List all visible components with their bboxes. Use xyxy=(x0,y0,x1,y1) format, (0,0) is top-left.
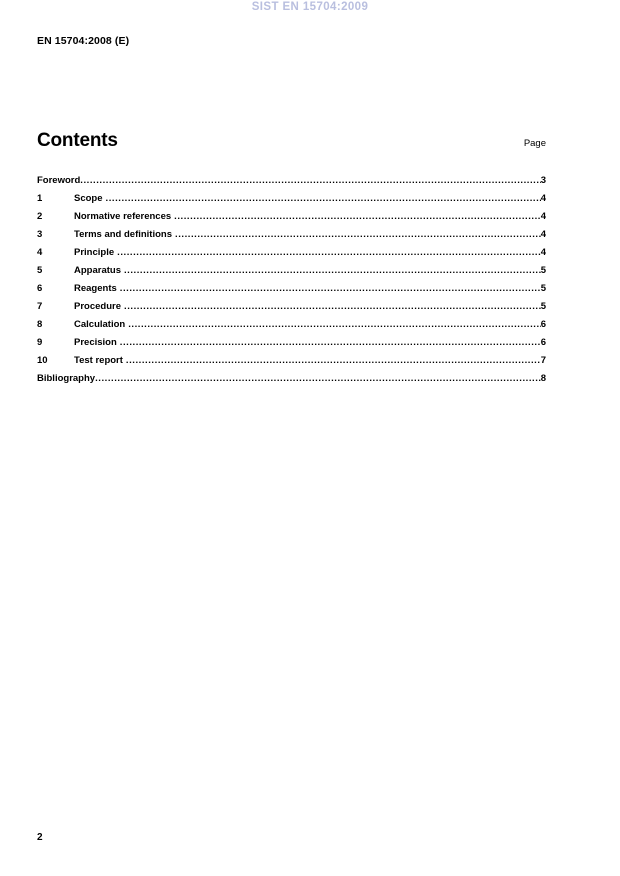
toc-entry-label: Calculation xyxy=(74,319,126,330)
page-title: Contents xyxy=(37,130,118,151)
toc-entry[interactable] xyxy=(37,280,546,298)
toc-entry-number: 4 xyxy=(37,247,43,258)
toc-entry[interactable] xyxy=(37,226,546,244)
toc-entry-page: 4 xyxy=(540,193,546,204)
toc-entry-number: 3 xyxy=(37,229,43,240)
toc-entry-label: Precision xyxy=(74,337,117,348)
toc-leader-dots xyxy=(120,334,541,352)
toc-entry-label: Reagents xyxy=(74,283,117,294)
toc-entry-page: 5 xyxy=(540,301,546,312)
toc-entry-label: Bibliography xyxy=(37,373,96,384)
toc-entry-number: 6 xyxy=(37,283,43,294)
toc-leader-dots xyxy=(174,208,541,226)
toc-entry-number: 8 xyxy=(37,319,43,330)
toc-entry-number: 1 xyxy=(37,193,43,204)
page-number: 2 xyxy=(37,832,43,843)
toc-leader-dots xyxy=(106,190,541,208)
toc-entry-page: 6 xyxy=(540,337,546,348)
toc-entry[interactable] xyxy=(37,190,546,208)
toc-entry-label: Terms and definitions xyxy=(74,229,173,240)
toc-entry-page: 4 xyxy=(540,247,546,258)
toc-entry[interactable] xyxy=(37,262,546,280)
toc-entry-label: Foreword xyxy=(37,175,81,186)
toc-entry-number: 9 xyxy=(37,337,43,348)
page-column-label: Page xyxy=(523,137,546,149)
contents-header xyxy=(37,131,546,150)
toc-entry-page: 3 xyxy=(540,175,546,186)
toc-leader-dots xyxy=(124,262,541,280)
toc-entry-label: Normative references xyxy=(74,211,172,222)
toc-entry[interactable] xyxy=(37,370,546,388)
toc-entry-label: Principle xyxy=(74,247,115,258)
toc-entry-page: 4 xyxy=(540,229,546,240)
toc-entry-label: Scope xyxy=(74,193,103,204)
toc-leader-dots xyxy=(126,352,541,370)
toc-entry-page: 5 xyxy=(540,283,546,294)
toc-entry-page: 6 xyxy=(540,319,546,330)
toc-entry-page: 7 xyxy=(540,355,546,366)
toc-entry-number: 7 xyxy=(37,301,43,312)
toc-entry[interactable] xyxy=(37,172,546,190)
toc-entry[interactable] xyxy=(37,208,546,226)
toc-entry-number: 2 xyxy=(37,211,43,222)
toc-entry[interactable] xyxy=(37,316,546,334)
toc-leader-dots xyxy=(175,226,541,244)
toc-entry[interactable] xyxy=(37,334,546,352)
toc-entry-page: 8 xyxy=(540,373,546,384)
toc-leader-dots xyxy=(124,298,541,316)
toc-leader-dots xyxy=(128,316,541,334)
toc-entry-label: Procedure xyxy=(74,301,121,312)
toc-entry-label: Apparatus xyxy=(74,265,121,276)
toc-leader-dots xyxy=(120,280,541,298)
toc-entry-page: 4 xyxy=(540,211,546,222)
table-of-contents xyxy=(37,172,546,388)
document-identifier: EN 15704:2008 (E) xyxy=(37,35,130,47)
toc-entry[interactable] xyxy=(37,244,546,262)
toc-entry[interactable] xyxy=(37,352,546,370)
toc-entry[interactable] xyxy=(37,298,546,316)
toc-entry-number: 5 xyxy=(37,265,43,276)
toc-entry-page: 5 xyxy=(540,265,546,276)
toc-entry-number: 10 xyxy=(37,355,48,366)
toc-leader-dots xyxy=(80,172,540,190)
toc-leader-dots xyxy=(117,244,541,262)
toc-leader-dots xyxy=(95,370,541,388)
toc-entry-label: Test report xyxy=(74,355,123,366)
watermark-header: SIST EN 15704:2009 xyxy=(251,1,369,13)
